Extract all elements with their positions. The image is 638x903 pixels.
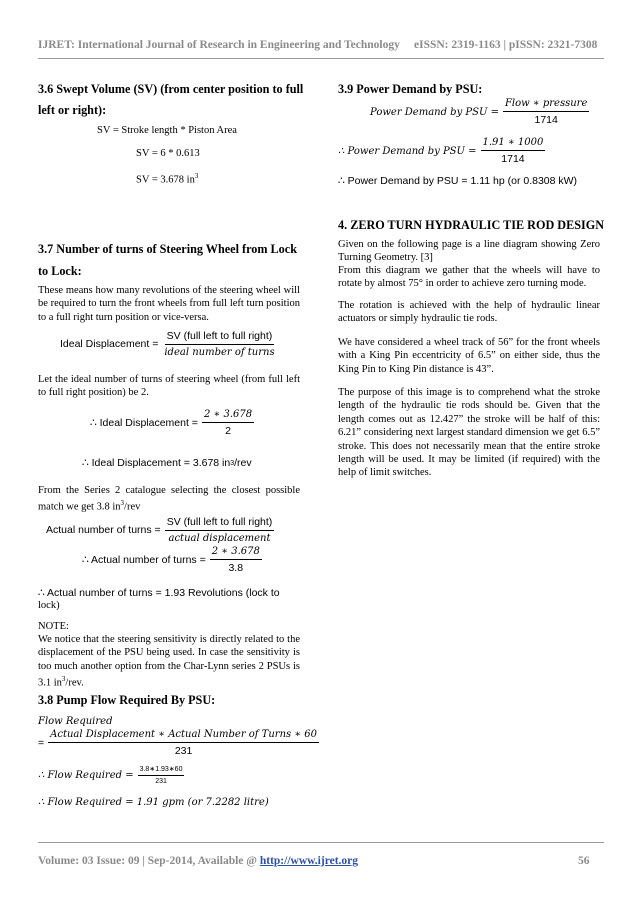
note-label: NOTE:	[38, 621, 69, 632]
flow-required-result: ∴ Flow Required = 1.91 gpm (or 7.2282 litre)	[38, 797, 269, 808]
section-3-7-paragraph-3: From the Series 2 catalogue selecting the closest possible match we get 3.8 $in^3$/rev	[38, 485, 300, 513]
power-demand-result: ∴ Power Demand by PSU = 1.11 hp (or 0.8308 kW)	[338, 175, 578, 187]
section-4-paragraph-2: The rotation is achieved with the help of hydraulic linear actuators or simply hydraulic tie rods.	[338, 300, 600, 325]
actual-turns-result-line1: ∴ Actual number of turns = 1.93 Revolutions (lock to	[38, 587, 280, 599]
footer-volume: Volume: 03 Issue: 09 | Sep-2014, Available @ http://www.ijret.org	[38, 855, 359, 867]
actual-turns-result-line2: lock)	[38, 600, 60, 611]
section-3-6-heading-line2: left or right):	[38, 103, 107, 117]
sv-equation-2: SV = 6 * 0.613	[136, 148, 200, 159]
flow-required-equation-2: ∴ Flow Required = $\frac{3.8∗1.93∗60}{231}$	[38, 766, 183, 785]
actual-turns-equation: Actual number of turns = $\frac{\text{SV (full left to full right)}}{\text{actual displacement}}$	[46, 516, 273, 544]
ideal-displacement-equation: Ideal Displacement = $\frac{\text{SV (full left to full right)}}{\text{ideal number of turns}}$	[60, 330, 275, 358]
journal-title: IJRET: International Journal of Research in Engineering and Technology	[38, 39, 400, 51]
flow-required-equation: = $\frac{\text{Actual Displacement ∗ Actual Number of Turns ∗ 60}}{231}$	[38, 729, 318, 757]
ideal-displacement-equation-2: ∴ Ideal Displacement = $\frac{2 ∗ 3.678}{2}$	[90, 409, 253, 437]
section-3-7-heading-line1: 3.7 Number of turns of Steering Wheel from Lock	[38, 242, 297, 256]
issn-line: eISSN: 2319-1163 | pISSN: 2321-7308	[414, 39, 598, 51]
section-4-paragraph-1: Given on the following page is a line diagram showing Zero Turning Geometry. [3]	[338, 239, 600, 264]
note-paragraph: We notice that the steering sensitivity is directly related to the displacement of the PSU being used. In case the sensitivity is too much another option from the Char-Lynn series 2 PSUs is 3.1 $in^3$/rev.	[38, 634, 300, 689]
actual-turns-equation-2: ∴ Actual number of turns = $\frac{2 ∗ 3.678}{3.8}$	[82, 546, 260, 574]
power-demand-equation-2: ∴ Power Demand by PSU = $\frac{1.91 ∗ 1000}{1714}$	[338, 137, 544, 165]
section-3-7-heading-line2: to Lock:	[38, 264, 82, 278]
ideal-displacement-result: ∴ Ideal Displacement = 3.678 in 3 /rev	[82, 457, 252, 469]
page-number: 56	[578, 855, 590, 867]
section-4-paragraph-3: We have considered a wheel track of 56” for the front wheels with a King Pin eccentricity of 6.5” on either side, thus the King Pin to King Pin distance is 43”.	[338, 337, 600, 375]
sv-equation-1: SV = Stroke length * Piston Area	[97, 125, 237, 136]
sv-equation-3: SV = 3.678 $in^3$	[136, 172, 199, 186]
section-3-7-paragraph-1: These means how many revolutions of the steering wheel will be required to turn the front wheels from full left turn position to a full right turn position or vice-versa.	[38, 285, 300, 323]
section-3-9-heading: 3.9 Power Demand by PSU:	[338, 82, 483, 96]
section-4-paragraph-1b: From this diagram we gather that the wheels will have to rotate by almost 75° in order to achieve zero turning mode.	[338, 265, 600, 290]
journal-link[interactable]: http://www.ijret.org	[259, 855, 359, 867]
section-3-7-paragraph-2: Let the ideal number of turns of steering wheel (from full left to full right position) be 2.	[38, 374, 300, 399]
section-3-6-heading-line1: 3.6 Swept Volume (SV) (from center position to full	[38, 82, 304, 96]
section-4-heading: 4. ZERO TURN HYDRAULIC TIE ROD DESIGN	[338, 218, 605, 232]
footer-rule	[38, 842, 604, 843]
power-demand-equation: Power Demand by PSU = $\frac{\text{Flow ∗ pressure}}{1714}$	[370, 98, 588, 126]
header-rule	[38, 58, 604, 59]
section-3-8-heading: 3.8 Pump Flow Required By PSU:	[38, 693, 216, 707]
flow-required-label: Flow Required	[38, 716, 113, 727]
section-4-paragraph-4: The purpose of this image is to comprehend what the stroke length of the hydraulic tie rods should be. Given that the length comes out as 12.427” the stroke will be half of this: 6.21” considering next largest standard dimension we get 6.5” stroke. This does not necessarily mean that the entire stroke length will be used. It may be limited (if required) with the help of limit switches.	[338, 387, 600, 479]
